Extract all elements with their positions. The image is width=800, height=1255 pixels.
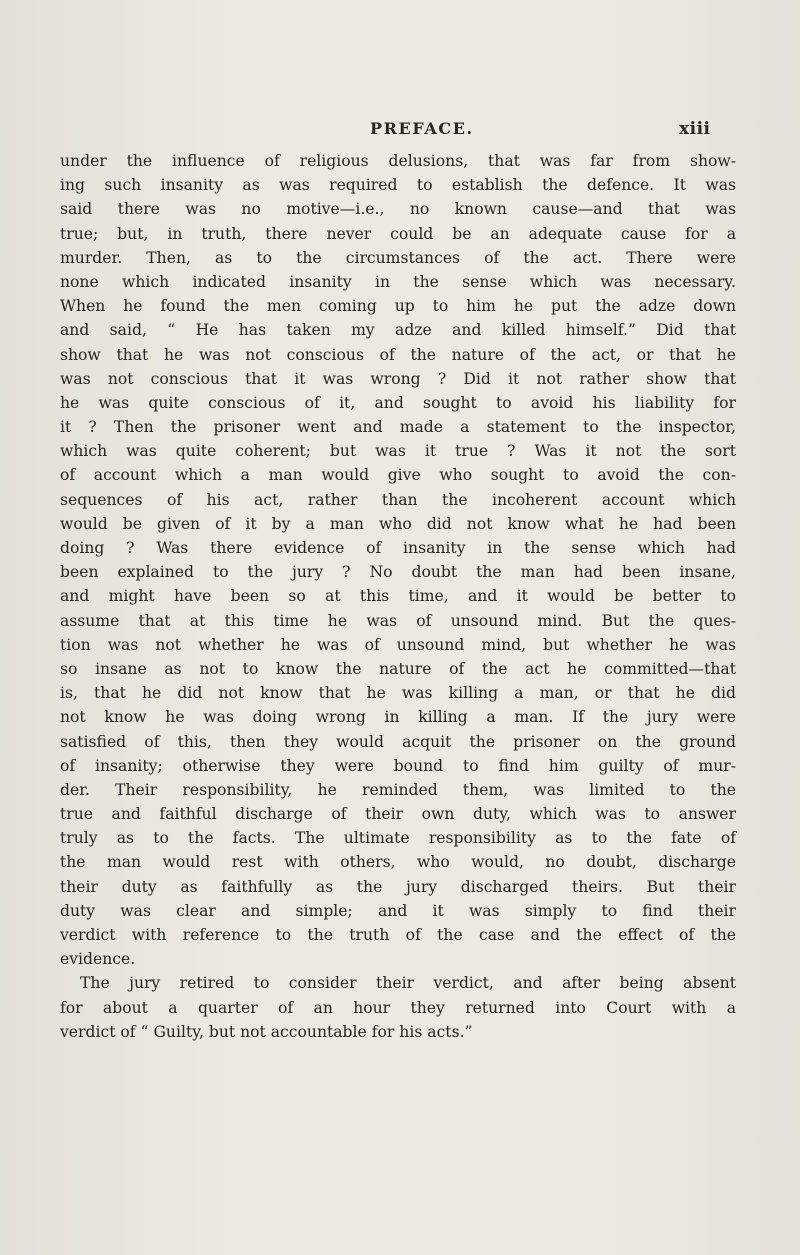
text-line: tion was not whether he was of unsound mind, but whether he was <box>60 635 736 654</box>
page-number: xiii <box>679 119 711 139</box>
page-header <box>0 119 800 149</box>
text-line: When he found the men coming up to him he put the adze down <box>60 297 736 316</box>
text-line: and might have been so at this time, and it would be better to <box>60 587 736 606</box>
text-line: der. Their responsibility, he reminded them, was limited to the <box>60 780 736 799</box>
text-line: of account which a man would give who sought to avoid the con- <box>60 466 736 485</box>
text-line: assume that at this time he was of unsound mind. But the ques- <box>60 611 736 630</box>
text-line: satisfied of this, then they would acquit the prisoner on the ground <box>60 732 736 751</box>
text-line: murder. Then, as to the circumstances of the act. There were <box>60 248 736 267</box>
text-line: is, that he did not know that he was killing a man, or that he did <box>60 684 736 703</box>
text-line: not know he was doing wrong in killing a man. If the jury were <box>60 708 736 727</box>
running-head: PREFACE. <box>370 119 474 138</box>
text-line: under the influence of religious delusions, that was far from show- <box>60 152 736 170</box>
text-line: duty was clear and simple; and it was simply to find their <box>60 901 736 920</box>
text-line: said there was no motive—i.e., no known cause—and that was <box>60 200 736 219</box>
text-line: and said, “ He has taken my adze and killed himself.” Did that <box>60 321 736 340</box>
text-line: verdict of “ Guilty, but not accountable for his acts.” <box>60 1022 473 1041</box>
text-line: which was quite coherent; but was it true ? Was it not the sort <box>60 442 736 461</box>
text-line: been explained to the jury ? No doubt the man had been insane, <box>60 563 736 582</box>
text-line: true; but, in truth, there never could be an adequate cause for a <box>60 224 736 243</box>
text-line: ing such insanity as was required to establish the defence. It was <box>60 176 736 195</box>
text-line: truly as to the facts. The ultimate responsibility as to the fate of <box>60 829 736 848</box>
text-line: true and faithful discharge of their own duty, which was to answer <box>60 805 736 824</box>
text-line: the man would rest with others, who would, no doubt, discharge <box>60 853 736 872</box>
text-line: show that he was not conscious of the nature of the act, or that he <box>60 345 736 364</box>
text-line: sequences of his act, rather than the incoherent account which <box>60 490 736 509</box>
text-line: their duty as faithfully as the jury discharged theirs. But their <box>60 877 736 896</box>
text-line: it ? Then the prisoner went and made a statement to the inspector, <box>60 418 736 437</box>
text-line: he was quite conscious of it, and sought to avoid his liability for <box>60 393 736 412</box>
text-line: doing ? Was there evidence of insanity in the sense which had <box>60 539 736 557</box>
text-line: verdict with reference to the truth of the case and the effect of the <box>60 926 736 944</box>
text-line: of insanity; otherwise they were bound to find him guilty of mur- <box>60 756 736 775</box>
text-line: was not conscious that it was wrong ? Did it not rather show that <box>60 369 736 388</box>
text-line: none which indicated insanity in the sense which was necessary. <box>60 272 736 291</box>
page-blank-area <box>0 740 800 1255</box>
text-line: for about a quarter of an hour they returned into Court with a <box>60 998 736 1017</box>
text-line: would be given of it by a man who did not know what he had been <box>60 514 736 533</box>
text-line: The jury retired to consider their verdict, and after being absent <box>80 974 736 993</box>
text-line: evidence. <box>60 950 136 969</box>
text-line: so insane as not to know the nature of the act he committed—that <box>60 659 736 678</box>
